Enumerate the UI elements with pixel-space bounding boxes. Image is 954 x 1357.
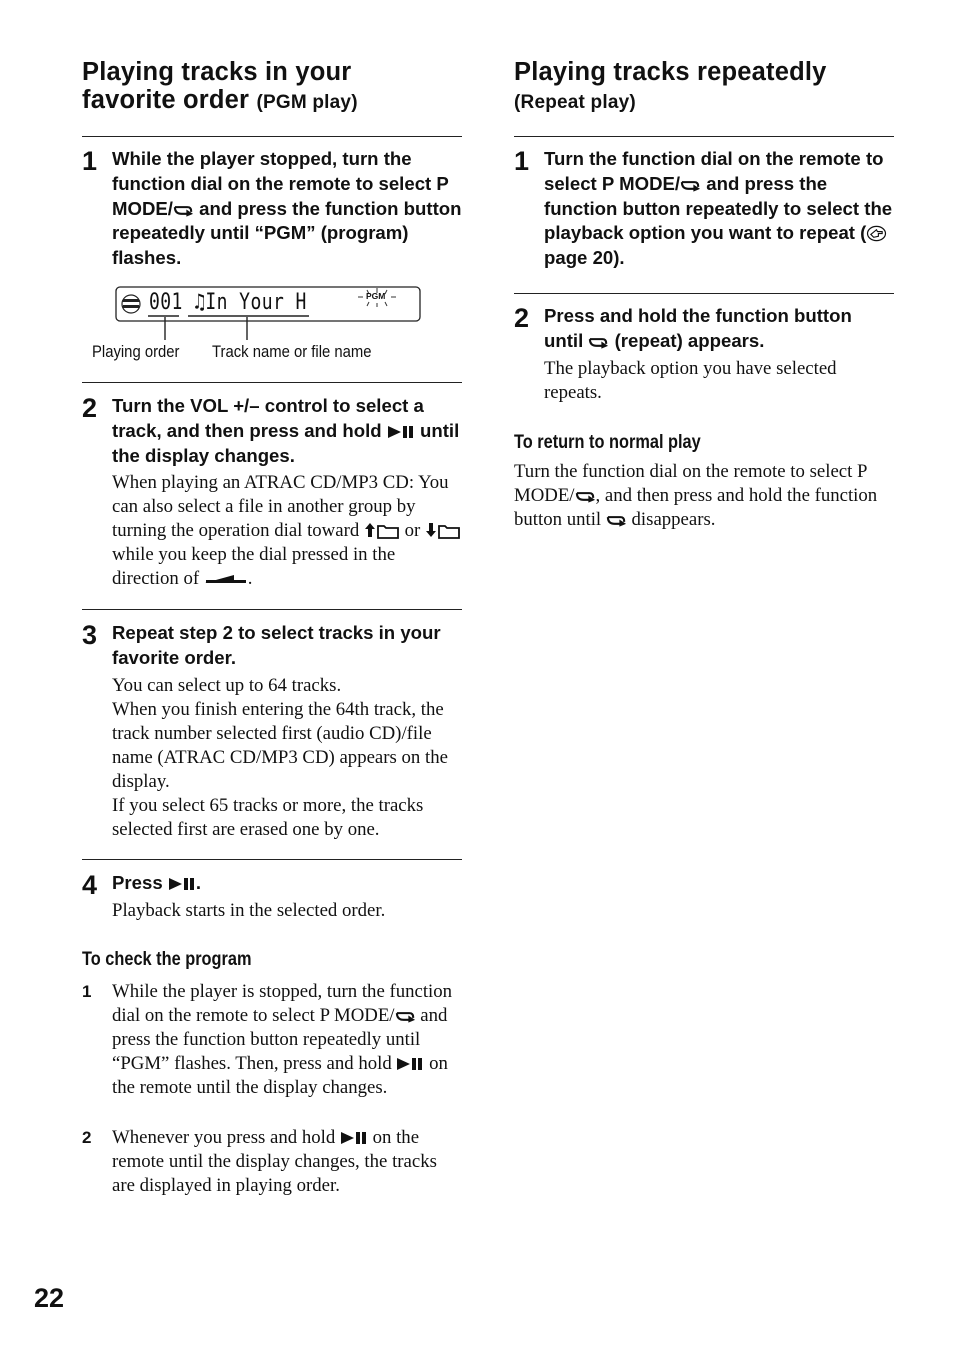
- folder-down-icon: [425, 521, 461, 539]
- page-reference-icon: [866, 225, 887, 242]
- divider: [82, 382, 462, 383]
- body-text: Turn the function dial on the remote to select P MODE/: [514, 461, 867, 506]
- title-line1: Playing tracks in your: [82, 58, 352, 86]
- step-text: until the display changes.: [112, 419, 460, 466]
- step-text: (repeat) appears.: [609, 329, 765, 351]
- repeat-icon: [680, 178, 701, 192]
- play-pause-icon: [396, 1057, 424, 1071]
- divider: [514, 293, 894, 294]
- title-sub: (Repeat play): [514, 92, 636, 113]
- divider: [82, 136, 462, 137]
- list-text: [112, 1126, 464, 1198]
- step-title: [544, 304, 896, 354]
- step-text: While the player stopped, turn the function dial on the remote to select P MODE/: [112, 148, 449, 219]
- body-text: .: [247, 568, 253, 589]
- list-number: 1: [82, 982, 92, 1001]
- folder-up-icon: [364, 521, 400, 539]
- list-text-part: and press the function button repeatedly until “PGM” flashes. Then, press and hold: [112, 1005, 448, 1074]
- divider: [514, 136, 894, 137]
- step-body: Playback starts in the selected order.: [112, 900, 386, 921]
- step-body: The playback option you have selected repeats.: [544, 358, 837, 403]
- title-main: Playing tracks repeatedly: [514, 58, 827, 86]
- list-number: 2: [82, 1128, 92, 1147]
- divider: [82, 609, 462, 610]
- step-title: Repeat step 2 to select tracks in your favorite order.: [112, 622, 441, 668]
- list-text-part: Whenever you press and hold: [112, 1127, 340, 1148]
- step-text: Turn the VOL +/– control to select a track, and then press and hold: [112, 395, 424, 441]
- repeat-icon: [588, 335, 609, 349]
- section-title-pgm: [82, 58, 358, 117]
- step-text: .: [195, 872, 201, 893]
- list-text-part: on the remote until the display changes.: [112, 1053, 448, 1098]
- body-text: or: [399, 520, 425, 541]
- list-text-part: on the remote until the display changes, the tracks are displayed in playing order.: [112, 1127, 437, 1196]
- repeat-icon: [395, 1009, 416, 1023]
- step-number: 3: [82, 620, 98, 650]
- section-title-repeat: [514, 58, 827, 117]
- step-text: Press and hold the function button until: [544, 305, 852, 351]
- page-number: 22: [34, 1283, 65, 1313]
- step-title: [112, 147, 464, 271]
- lcd-text: 001 ♫In Your H: [149, 290, 307, 315]
- body-text: When playing an ATRAC CD/MP3 CD: You can also select a file in another group by turning the operation dial toward: [112, 472, 449, 541]
- lcd-display: [115, 286, 421, 322]
- step-number: 2: [514, 303, 530, 333]
- repeat-icon: [606, 513, 627, 527]
- press-direction-icon: [204, 572, 248, 584]
- repeat-icon: [575, 489, 596, 503]
- divider: [82, 859, 462, 860]
- subheading-check-program: To check the program: [82, 949, 252, 970]
- subheading-return-normal: To return to normal play: [514, 432, 701, 453]
- step-text: and press the function button repeatedly to select the playback option you want to repeat (: [544, 172, 893, 244]
- step-title: [112, 394, 464, 468]
- list-text-part: While the player is stopped, turn the function dial on the remote to select P MODE/: [112, 981, 453, 1026]
- play-pause-icon: [340, 1131, 368, 1145]
- return-normal-text: [514, 460, 894, 532]
- body-text: , and then press and hold the function button until: [514, 485, 878, 530]
- step-number: 1: [82, 146, 98, 176]
- play-pause-icon: [387, 425, 415, 439]
- step-text: and press the function button repeatedly until “PGM” (program) flashes.: [112, 197, 462, 269]
- label-track-name: Track name or file name: [212, 343, 372, 361]
- repeat-icon: [173, 203, 194, 217]
- step-title: [544, 147, 896, 271]
- step-text: Turn the function dial on the remote to select P MODE/: [544, 148, 884, 194]
- step-number: 4: [82, 870, 98, 900]
- title-line2: favorite order: [82, 86, 250, 114]
- body-text: disappears.: [626, 509, 716, 530]
- play-pause-icon: [168, 877, 196, 891]
- list-text: [112, 980, 464, 1100]
- step-title: [112, 871, 464, 896]
- step-body: You can select up to 64 tracks. When you finish entering the 64th track, the track number selected first (audio CD)/file name (ATRAC CD/MP3 CD) appears on the display. If you select 65 tracks or more, the tracks selected first are erased one by one.: [112, 675, 448, 840]
- title-sub: (PGM play): [256, 92, 358, 113]
- pgm-indicator: PGM: [366, 291, 386, 301]
- step-text: Press: [112, 872, 168, 893]
- step-number: 2: [82, 393, 98, 423]
- label-playing-order: Playing order: [92, 343, 180, 361]
- body-text: while you keep the dial pressed in the direction of: [112, 544, 396, 589]
- step-text: page 20).: [544, 247, 625, 269]
- step-number: 1: [514, 146, 530, 176]
- step-body: [112, 471, 464, 591]
